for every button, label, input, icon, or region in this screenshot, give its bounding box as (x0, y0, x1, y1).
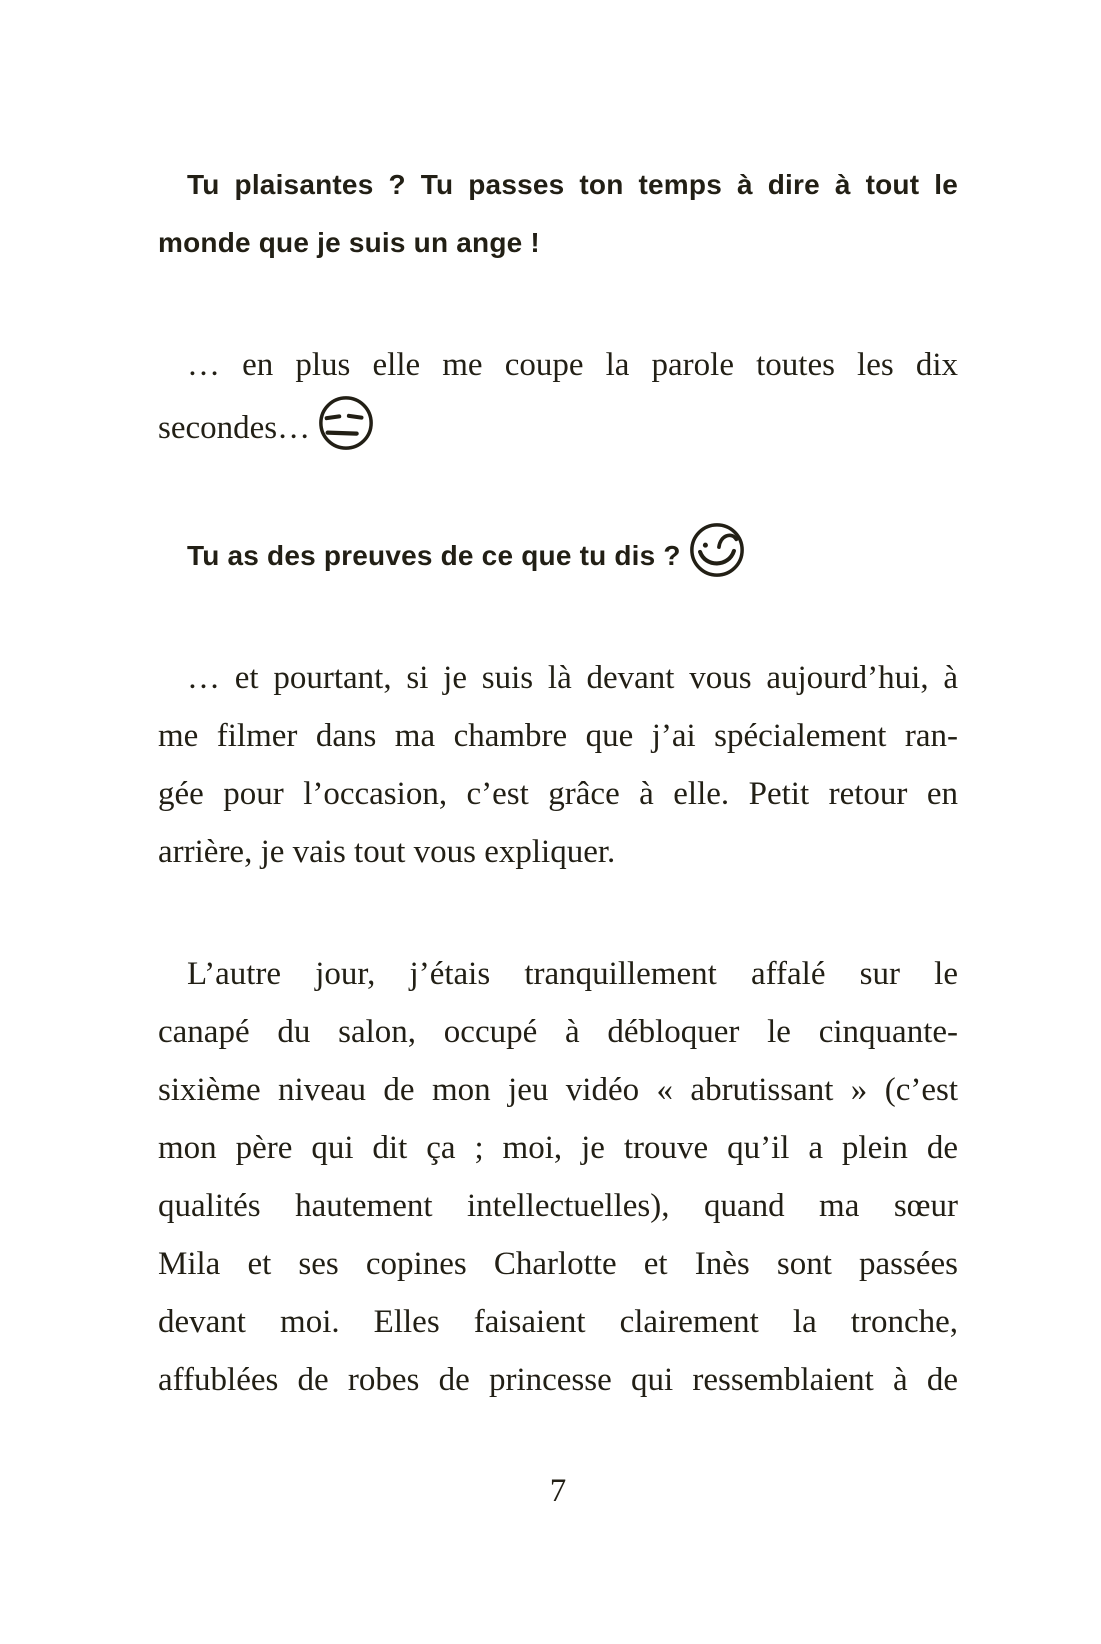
text-run: gée pour l’occasion, c’est grâce à elle. Petit retour en (158, 776, 958, 812)
smile-mouth (700, 551, 734, 563)
text-run: Tu as des preuves de ce que tu dis ? (187, 540, 681, 571)
text-line (158, 1351, 958, 1409)
right-eye-dash (349, 416, 362, 418)
text-line (158, 1003, 958, 1061)
winking-face-emoji (688, 521, 746, 579)
text-run: canapé du salon, occupé à débloquer le cinquante- (158, 1014, 958, 1050)
text-run: Tu plaisantes ? Tu passes ton temps à dire à tout le (187, 169, 958, 200)
text-line (158, 1119, 958, 1177)
text-line (158, 214, 958, 272)
paragraph-narration-3 (158, 945, 958, 1409)
text-run: secondes… (158, 410, 311, 446)
text-line (158, 1235, 958, 1293)
paragraph-narration-2 (158, 649, 958, 881)
text-run: Mila et ses copines Charlotte et Inès sont passées (158, 1246, 958, 1282)
text-line (158, 1177, 958, 1235)
left-eye-dash (327, 416, 340, 418)
page-number: 7 (549, 1473, 567, 1509)
text-line (158, 1293, 958, 1351)
text-run: qualités hautement intellectuelles), quand ma sœur (158, 1188, 958, 1224)
text-run: devant moi. Elles faisaient clairement la tronche, (158, 1304, 958, 1340)
text-run: mon père qui dit ça ; moi, je trouve qu’il a plein de (158, 1130, 958, 1166)
text-run: … en plus elle me coupe la parole toutes les dix (187, 347, 958, 383)
text-line (158, 156, 958, 214)
mouth-dash (328, 433, 357, 434)
text-run: monde que je suis un ange ! (158, 227, 540, 258)
text-line (158, 336, 958, 394)
face-outline (321, 398, 371, 448)
paragraph-dialogue-2 (158, 521, 958, 585)
paragraph-narration-1 (158, 336, 958, 457)
text-run: arrière, je vais tout vous expliquer. (158, 834, 616, 870)
text-run: affublées de robes de princesse qui ressemblaient à de (158, 1362, 958, 1398)
text-line (158, 945, 958, 1003)
text-line (158, 823, 958, 881)
text-line (158, 521, 958, 585)
text-line (158, 649, 958, 707)
text-line (158, 707, 958, 765)
page-body (158, 156, 958, 1409)
wink-eye (719, 535, 736, 547)
text-run: … et pourtant, si je suis là devant vous aujourd’hui, à (187, 660, 958, 696)
paragraph-dialogue-1 (158, 156, 958, 272)
text-run: L’autre jour, j’étais tranquillement affalé sur le (187, 956, 958, 992)
text-line (158, 1061, 958, 1119)
text-run: sixième niveau de mon jeu vidéo « abrutissant » (c’est (158, 1072, 958, 1108)
text-line (158, 394, 958, 457)
left-eye-dot (703, 543, 708, 548)
text-run: me filmer dans ma chambre que j’ai spécialement ran- (158, 718, 958, 754)
text-line (158, 765, 958, 823)
expressionless-face-emoji (317, 394, 375, 452)
